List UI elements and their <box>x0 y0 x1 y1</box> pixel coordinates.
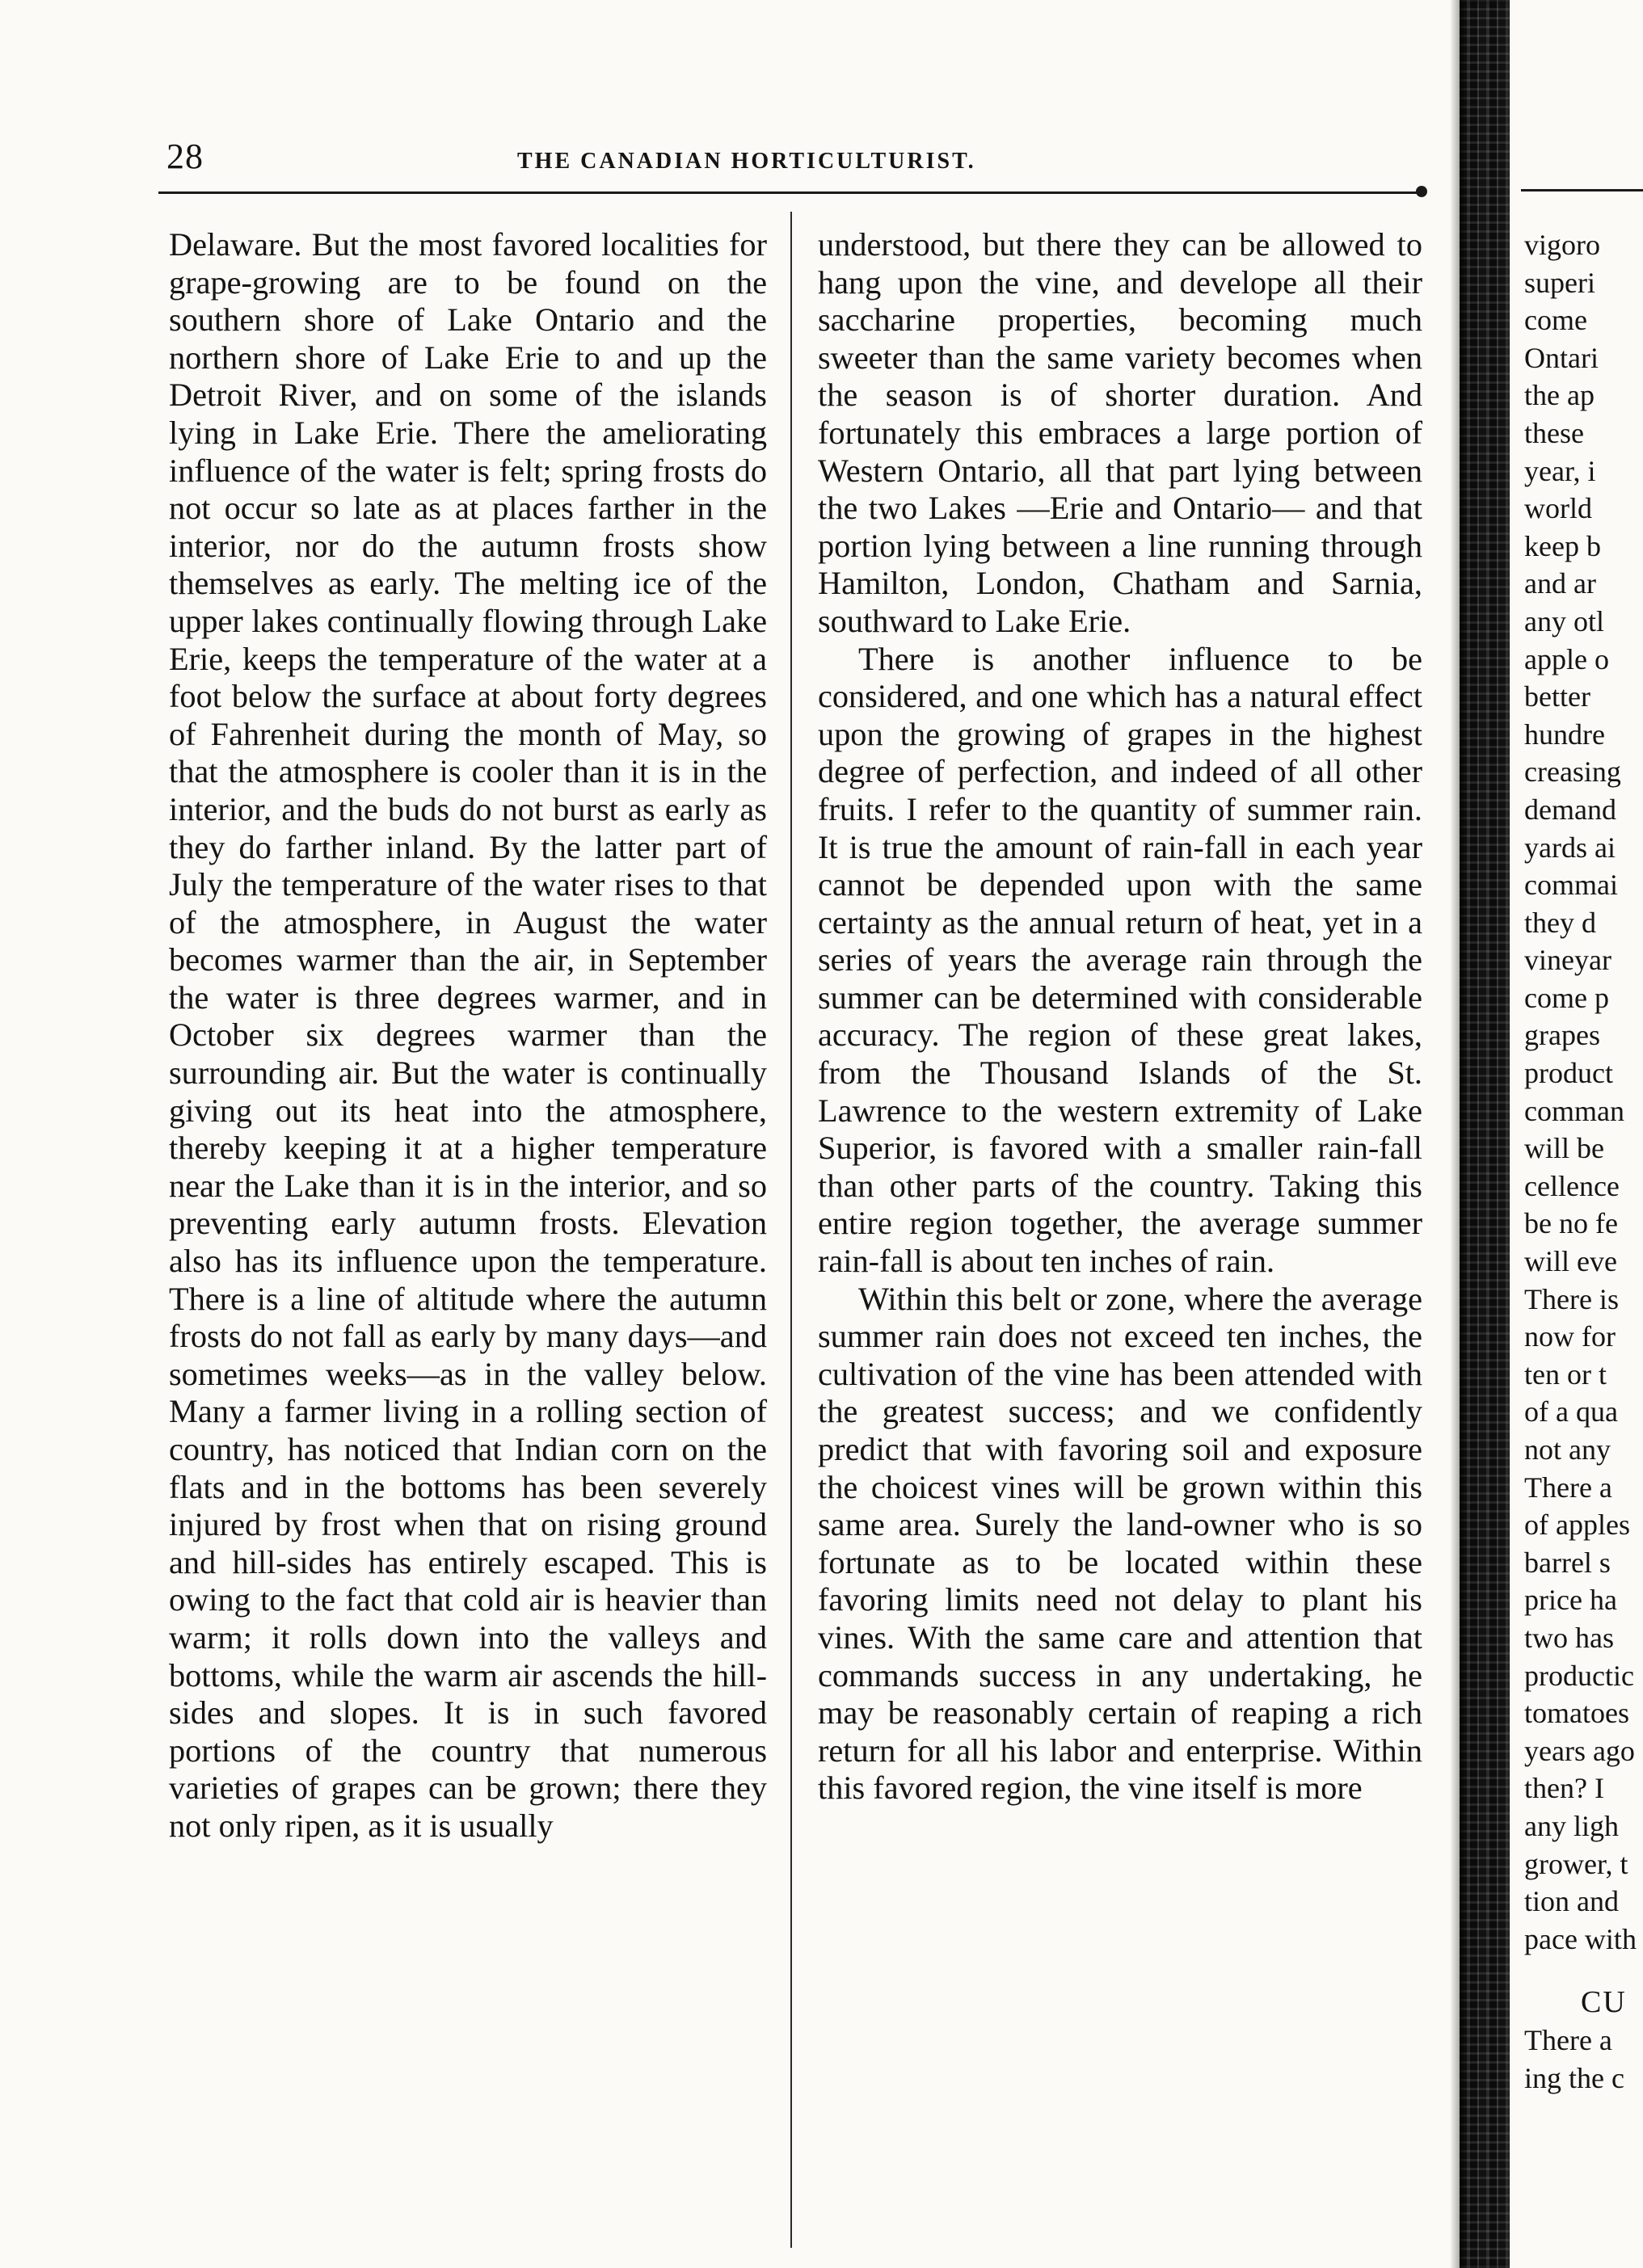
right-fragment-line: now for <box>1524 1320 1616 1353</box>
right-fragment-line: years ago <box>1524 1734 1635 1767</box>
left-paragraph-1: Delaware. But the most favored localities for grape-growing are to be found on the southern shore of Lake Ontario and the northern shore of Lake Erie to and up the Detroit River, and on some of the islands lying in Lake Erie. There the ameliorating influence of the water is felt; spring frosts do not occur so late as at places farther in the interior, nor do the autumn frosts show themselves as early. The melting ice of the upper lakes continually flowing through Lake Erie, keeps the temperature of the water at a foot below the surface at about forty degrees of Fahrenheit during the month of May, so that the atmosphere is cooler than it is in the interior, and the buds do not burst as early as they do farther inland. By the latter part of July the temperature of the water rises to that of the atmosphere, in August the water becomes warmer than the air, in September the water is three degrees warmer, and in October six degrees warmer than the surrounding air. But the water is continually giving out its heat into the atmosphere, thereby keeping it at a higher temperature near the Lake than it is in the interior, and so preventing early autumn frosts. Elevation also has its influence upon the temperature. There is a line of altitude where the autumn frosts do not fall as early by many days—and sometimes weeks—as in the valley below. Many a farmer living in a rolling section of country, has noticed that Indian corn on the flats and in the bottoms has been severely injured by frost when that on rising ground and hill-sides has entirely escaped. This is owing to the fact that cold air is heavier than warm; it rolls down into the valleys and bottoms, while the warm air ascends the hill-sides and slopes. It is in such favored portions of the country that numerous varieties of grapes can be grown; there they not only ripen, as it is usually <box>169 226 767 1844</box>
right-fragment-line: will eve <box>1524 1245 1617 1278</box>
right-fragment-line: two has <box>1524 1621 1614 1654</box>
right-fragment-line: There a <box>1524 1471 1612 1504</box>
right-fragment-line: world <box>1524 492 1592 525</box>
middle-column <box>818 226 1422 1807</box>
right-fragment-line: demand <box>1524 793 1616 826</box>
right-fragment-line: come p <box>1524 981 1609 1014</box>
right-fragment-line: any ligh <box>1524 1809 1619 1842</box>
right-fragment-line: not any <box>1524 1433 1611 1466</box>
right-page-rule <box>1521 189 1643 191</box>
column-divider <box>790 212 792 2248</box>
right-fragment-line: tomatoes <box>1524 1697 1629 1730</box>
right-fragment-line: barrel s <box>1524 1546 1611 1579</box>
right-column-fragments <box>1524 226 1643 2097</box>
header-rule-end-dot <box>1416 186 1427 197</box>
right-fragment-line: Ontari <box>1524 341 1599 374</box>
right-fragment-line: creasing <box>1524 755 1621 789</box>
right-fragment-line: then? I <box>1524 1772 1604 1805</box>
right-fragment-tail-line: ing the c <box>1524 2061 1624 2094</box>
right-fragment-tail-line: There a <box>1524 2023 1612 2056</box>
middle-paragraph-1: understood, but there they can be allowed to hang upon the vine, and develope all their saccharine properties, becoming much sweeter than the same variety becomes when the season is of shorter duration. And fortunately this embraces a large portion of Western Ontario, all that part lying between the two Lakes —Erie and Ontario— and that portion lying between a line running through Hamilton, London, Chatham and Sarnia, southward to Lake Erie. <box>818 226 1422 639</box>
right-fragment-line: hundre <box>1524 717 1605 751</box>
right-fragment-line: keep b <box>1524 529 1601 562</box>
right-fragment-line: tion and <box>1524 1885 1619 1918</box>
right-fragment-line: and ar <box>1524 567 1596 600</box>
right-fragment-line: come <box>1524 304 1587 337</box>
right-fragment-line: these <box>1524 416 1584 449</box>
page-number: 28 <box>166 137 204 176</box>
right-fragment-line: they d <box>1524 906 1596 939</box>
right-fragment-line: better <box>1524 680 1590 713</box>
right-fragment-line: superi <box>1524 266 1595 299</box>
right-fragment-line: price ha <box>1524 1584 1617 1617</box>
right-fragment-line: any otl <box>1524 604 1604 637</box>
book-binding-gutter <box>1460 0 1510 2268</box>
right-fragment-line: product <box>1524 1057 1613 1090</box>
right-fragment-line: productic <box>1524 1659 1634 1692</box>
right-fragment-line: vineyar <box>1524 944 1611 977</box>
right-fragment-line: apple o <box>1524 642 1609 675</box>
right-fragment-line: will be <box>1524 1132 1604 1165</box>
right-fragment-heading: CU <box>1581 1985 1627 2020</box>
right-fragment-line: year, i <box>1524 454 1596 487</box>
right-fragment-line: the ap <box>1524 379 1595 412</box>
running-head: THE CANADIAN HORTICULTURIST. <box>517 149 976 174</box>
right-fragment-line: comman <box>1524 1094 1624 1127</box>
right-fragment-line: grapes <box>1524 1019 1600 1052</box>
right-fragment-line: There is <box>1524 1282 1619 1315</box>
right-fragment-line: of apples <box>1524 1508 1630 1542</box>
right-fragment-line: vigoro <box>1524 229 1600 261</box>
header-rule <box>158 191 1419 194</box>
right-fragment-line: ten or t <box>1524 1357 1607 1391</box>
middle-paragraph-2: There is another influence to be considered, and one which has a natural effect upon the growing of grapes in the highest degree of perfection, and indeed of all other fruits. I refer to the quantity of summer rain. It is true the amount of rain-fall in each year cannot be depended upon with the same certainty as the annual return of heat, yet in a series of years the average rain through the summer can be determined with considerable accuracy. The region of these great lakes, from the Thousand Islands of the St. Lawrence to the western extremity of Lake Superior, is favored with a smaller rain-fall than other parts of the country. Taking this entire region together, the average summer rain-fall is about ten inches of rain. <box>818 640 1422 1280</box>
right-fragment-line: be no fe <box>1524 1207 1618 1240</box>
right-fragment-line: pace with <box>1524 1922 1637 1955</box>
right-fragment-line: grower, t <box>1524 1847 1628 1880</box>
middle-paragraph-3: Within this belt or zone, where the average summer rain does not exceed ten inches, the cultivation of the vine has been attended with the greatest success; and we confidently predict that with favoring soil and exposure the choicest vines will be grown within this same area. Surely the land-owner who is so fortunate as to be located within these favoring limits need not delay to plant his vines. With the same care and attention that commands success in any undertaking, he may be reasonably certain of reaping a rich return for all his labor and enterprise. Within this favored region, the vine itself is more <box>818 1280 1422 1807</box>
right-fragment-line: yards ai <box>1524 831 1616 864</box>
right-fragment-line: commai <box>1524 869 1618 902</box>
left-column <box>169 226 767 1845</box>
right-fragment-line: of a qua <box>1524 1395 1618 1429</box>
right-fragment-line: cellence <box>1524 1169 1620 1202</box>
